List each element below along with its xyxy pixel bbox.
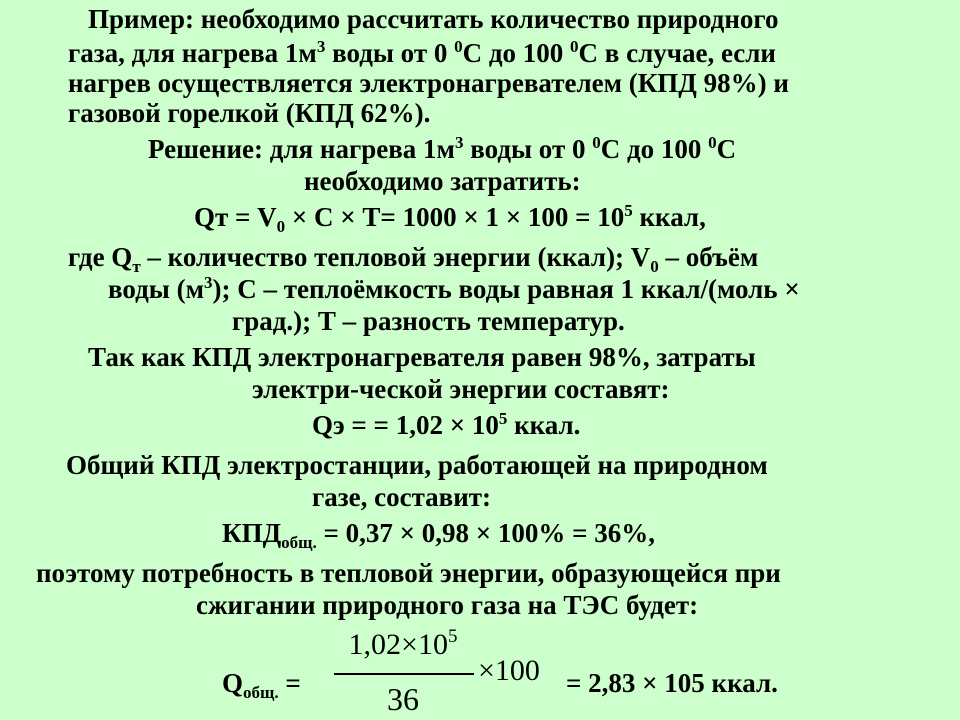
station-line-2: газе, составит:	[312, 482, 492, 512]
example-line-3: нагрев осуществляется электронагревателем (КПД 98%) и	[68, 68, 789, 98]
fraction-numerator: $1,02\times 10^5$	[348, 626, 458, 661]
solution-formula: Qт = $V_0 \times С \times Т= 1000 \times 1 \times 100 = 10^5$ ккал,	[194, 201, 706, 236]
q-total-label: $Q_{общ.}$ =	[222, 668, 301, 702]
electric-line-1: Так как КПД электронагревателя равен 98%, затраты	[88, 342, 756, 372]
example-line-1: Пример: необходимо рассчитать количество природного	[88, 4, 779, 34]
station-line-1: Общий КПД электростанции, работающей на природном	[66, 450, 768, 480]
electric-formula: Qэ = = $1,02 \times 10^5$ ккал.	[312, 409, 581, 440]
example-line-4: газовой горелкой (КПД 62%).	[68, 98, 431, 128]
electric-line-2: электри-ческой энергии составят:	[252, 374, 670, 404]
definitions-line-3: град.); Т – разность температур.	[232, 306, 625, 336]
fraction	[328, 628, 478, 720]
definitions-line-2: воды $(м^3)$; С – теплоёмкость воды равная 1 ккал/(моль ×	[108, 273, 800, 304]
definitions-line-1: где $Q_т$ – количество тепловой энергии (ккал); $V_0$ – объём	[68, 242, 759, 276]
station-formula: $КПД_{общ.} = 0,37 \times 0,98 \times 100\% = 36\%$,	[222, 518, 656, 552]
solution-line-1: Решение: для нагрева $1м^3$ воды от 0 $^0$С до 100 $^0$С	[148, 133, 737, 164]
final-result: = 2,83 × 105 ккал.	[566, 668, 778, 698]
fraction-multiplier: ×100	[478, 654, 540, 687]
solution-line-2: необходимо затратить:	[304, 166, 581, 196]
conclusion-line-1: поэтому потребность в тепловой энергии, образующейся при	[36, 558, 781, 588]
conclusion-line-2: сжигании природного газа на ТЭС будет:	[196, 590, 699, 620]
example-line-2: газа, для нагрева $1м^3$ воды от 0 $^0$С до 100 $^0$С в случае, если	[68, 37, 776, 68]
fraction-denominator: 36	[387, 681, 419, 717]
fraction-bar	[334, 673, 474, 675]
